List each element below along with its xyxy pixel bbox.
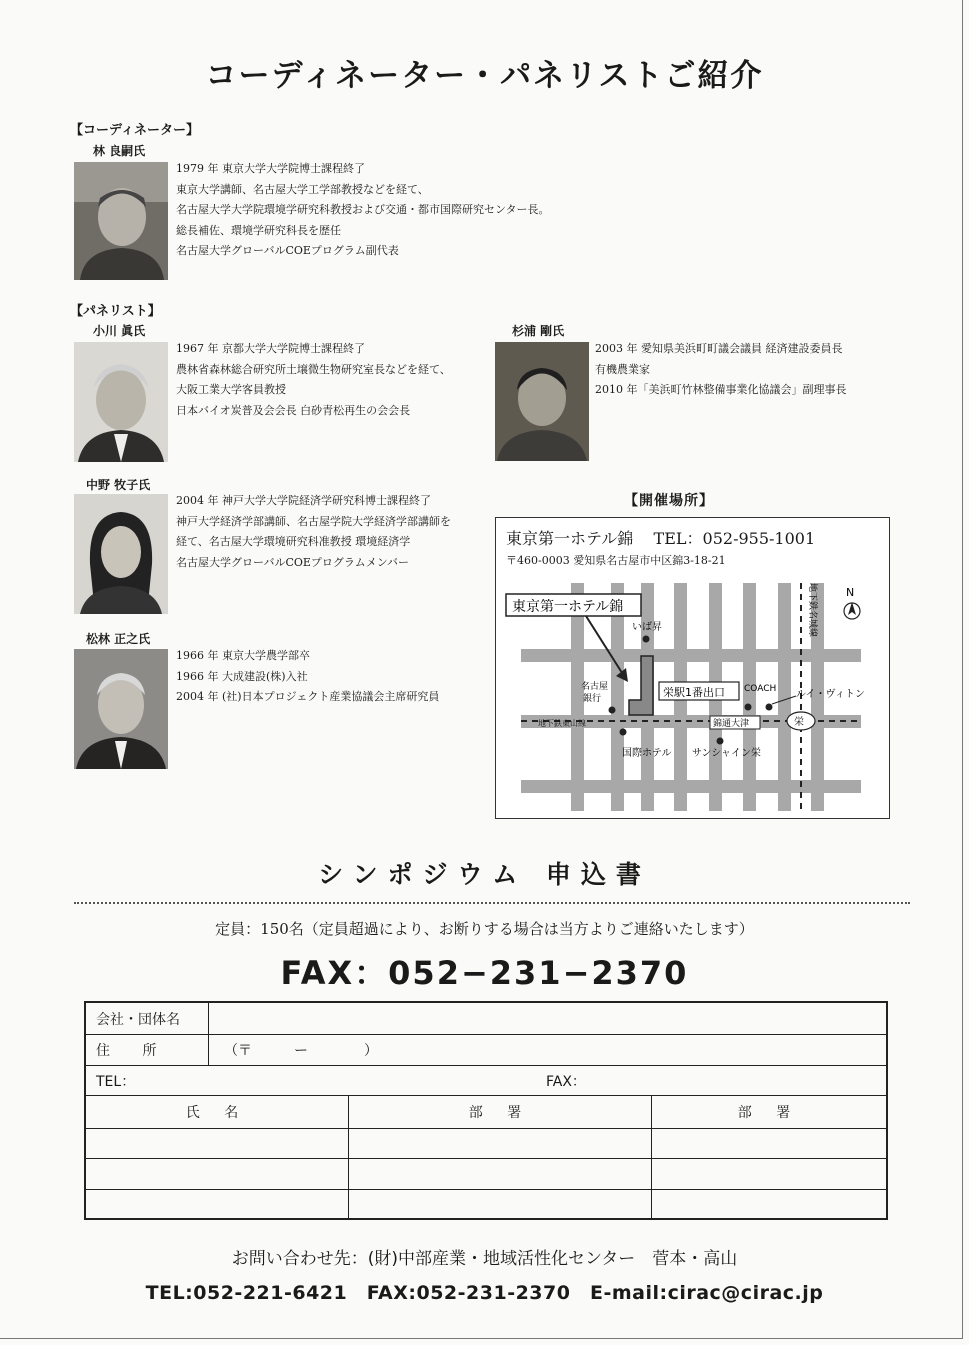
bio-line: 2004 年 (社)日本プロジェクト産業協議会主席研究員 <box>176 690 440 703</box>
bio-line: 1966 年 東京大学農学部卒 <box>176 649 310 662</box>
landmark-ibasho: いば昇 <box>632 622 662 633</box>
meijo-label: 地下鉄名城線 <box>807 583 817 638</box>
person-name-ogawa: 小川 眞氏 <box>93 324 146 338</box>
bio-line: 有機農業家 <box>595 362 650 376</box>
attendee-row <box>86 1159 886 1190</box>
form-row-company <box>86 1003 886 1035</box>
company-input[interactable] <box>209 1003 885 1034</box>
bio-matsubayashi <box>176 646 439 708</box>
bio-line: 農林省森林総合研究所土壌微生物研究室長などを経て、 <box>176 362 451 376</box>
dept-header-1: 部 署 <box>468 1105 532 1121</box>
dept-header-2: 部 署 <box>737 1105 801 1121</box>
panelist-section-label: 【パネリスト】 <box>70 304 161 319</box>
bio-line: 神戸大学経済学部講師、名古屋学院大学経済学部講師を <box>176 514 451 528</box>
bio-nakano <box>176 491 451 573</box>
attendee-dept-input[interactable] <box>652 1159 886 1189</box>
bio-sugiura <box>595 339 847 401</box>
attendee-dept-input[interactable] <box>349 1129 651 1158</box>
tel-input[interactable]: TEL： <box>96 1073 136 1090</box>
fax-input[interactable]: FAX： <box>546 1073 586 1090</box>
bio-line: 名古屋大学グローバルCOEプログラムメンバー <box>176 555 410 569</box>
person-name-nakano: 中野 牧子氏 <box>86 478 151 492</box>
bio-hayashi <box>176 159 550 262</box>
bio-line: 日本バイオ炭普及会会長 白砂青松再生の会会長 <box>176 403 411 417</box>
address-label: 住 所 <box>96 1043 171 1059</box>
venue-map-box <box>495 517 890 819</box>
portrait-photo-ogawa <box>74 342 168 462</box>
hotel-callout-text: 東京第一ホテル錦 <box>512 599 624 615</box>
application-form <box>84 1001 888 1220</box>
person-name-hayashi: 林 良嗣氏 <box>93 144 146 158</box>
form-row-address <box>86 1035 886 1066</box>
person-name-matsubayashi: 松林 正之氏 <box>86 632 151 646</box>
landmark-sunshine: サンシャイン栄 <box>692 748 762 759</box>
portrait-photo-nakano <box>74 494 168 614</box>
landmark-nagoya-bank-2: 銀行 <box>583 694 602 704</box>
landmark-kokusai-hotel: 国際ホテル <box>622 748 672 759</box>
hotel-building <box>629 656 653 715</box>
venue-hotel-name: 東京第一ホテル錦 <box>506 529 634 548</box>
name-header: 氏 名 <box>185 1105 249 1121</box>
attendee-dept-input[interactable] <box>349 1190 651 1218</box>
landmark-nagoya-bank-1: 名古屋 <box>581 682 609 692</box>
coordinator-section-label: 【コーディネーター】 <box>70 123 199 138</box>
form-title: シンポジウム 申込書 <box>318 860 651 889</box>
bio-line: 経て、名古屋大学環境研究科准教授 環境経済学 <box>176 535 411 548</box>
north-label: N <box>846 586 855 599</box>
higashiyama-label: 地下鉄東山線 <box>538 719 586 728</box>
landmark-vuitton: ルイ・ヴィトン <box>796 689 865 700</box>
page-title: コーディネーター・パネリストご紹介 <box>205 58 764 94</box>
bio-line: 2010 年「美浜町竹林整備事業化協議会」副理事長 <box>595 383 847 396</box>
dotted-divider <box>74 902 910 904</box>
attendee-dept-input[interactable] <box>349 1159 651 1189</box>
attendee-row <box>86 1190 886 1218</box>
person-name-sugiura: 杉浦 剛氏 <box>512 324 565 338</box>
landmark-nishiki: 錦通大津 <box>713 719 750 729</box>
bio-ogawa <box>176 339 451 421</box>
bio-line: 大阪工業大学客員教授 <box>176 383 286 396</box>
bio-line: 名古屋大学グローバルCOEプログラム副代表 <box>176 244 399 257</box>
bio-line: 2003 年 愛知県美浜町町議会議員 経済建設委員長 <box>595 342 843 355</box>
portrait-photo-hayashi <box>74 162 168 280</box>
capacity-notice: 定員：150名（定員超過により、お断りする場合は当方よりご連絡いたします） <box>215 920 754 938</box>
postal-code-input[interactable]: （〒 ー ） <box>224 1043 378 1059</box>
portrait-photo-matsubayashi <box>74 649 168 769</box>
company-label: 会社・団体名 <box>96 1011 180 1028</box>
bio-line: 名古屋大学大学院環境学研究科教授および交通・都市国際研究センター長。 <box>176 203 550 216</box>
bio-line: 総長補佐、環境学研究科長を歴任 <box>176 223 341 237</box>
bio-line: 1979 年 東京大学大学院博士課程終了 <box>176 162 365 175</box>
portrait-photo-sugiura <box>495 342 589 461</box>
form-row-header <box>86 1096 886 1129</box>
bio-line: 東京大学講師、名古屋大学工学部教授などを経て、 <box>176 182 429 196</box>
attendee-dept-input[interactable] <box>652 1129 886 1158</box>
sakae-exit-label: 栄駅1番出口 <box>663 686 725 699</box>
fax-number-large: FAX：052−231−2370 <box>280 954 689 992</box>
attendee-dept-input[interactable] <box>652 1190 886 1218</box>
landmark-sakae: 栄 <box>794 717 804 728</box>
access-map <box>496 518 889 818</box>
form-row-tel-fax <box>86 1066 886 1096</box>
attendee-name-input[interactable] <box>86 1159 348 1189</box>
venue-label: 【開催場所】 <box>624 493 714 509</box>
contact-line-1: お問い合わせ先：(財)中部産業・地域活性化センター 菅本・高山 <box>231 1249 738 1269</box>
attendee-row <box>86 1129 886 1159</box>
venue-tel: TEL：052-955-1001 <box>653 529 816 548</box>
attendee-name-input[interactable] <box>86 1129 348 1158</box>
venue-address: 〒460-0003 愛知県名古屋市中区錦3-18-21 <box>506 554 726 567</box>
landmark-coach: COACH <box>744 684 777 694</box>
bio-line: 1966 年 大成建設(株)入社 <box>176 669 308 683</box>
bio-line: 2004 年 神戸大学大学院経済学研究科博士課程終了 <box>176 494 431 507</box>
attendee-name-input[interactable] <box>86 1190 348 1218</box>
contact-line-2: TEL:052-221-6421 FAX:052-231-2370 E-mail:cirac@cirac.jp <box>145 1282 824 1304</box>
bio-line: 1967 年 京都大学大学院博士課程終了 <box>176 342 365 355</box>
